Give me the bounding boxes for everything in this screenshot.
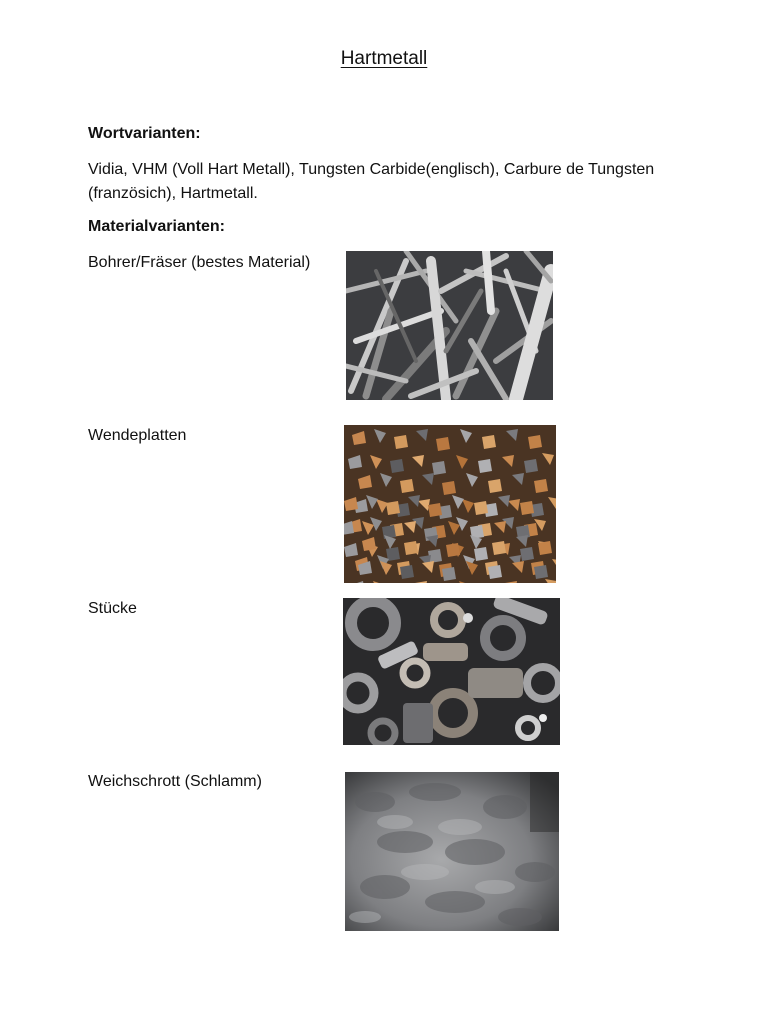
document-title: Hartmetall (340, 48, 428, 69)
carbide-drills-and-mills-photo (346, 251, 553, 400)
carbide-inserts-photo (344, 425, 556, 583)
carbide-pieces-photo (343, 598, 560, 745)
material-variants-heading: Materialvarianten: (88, 218, 225, 235)
word-variants-heading: Wortvarianten: (88, 125, 201, 142)
material-label-inserts: Wendeplatten (88, 427, 187, 444)
carbide-sludge-photo (345, 772, 559, 931)
word-variants-text: Vidia, VHM (Voll Hart Metall), Tungsten Carbide(englisch), Carbure de Tungsten (französich), Hartmetall. (88, 161, 655, 202)
material-label-drills: Bohrer/Fräser (bestes Material) (88, 254, 311, 271)
material-label-sludge: Weichschrott (Schlamm) (88, 773, 262, 790)
material-label-pieces: Stücke (88, 600, 137, 617)
